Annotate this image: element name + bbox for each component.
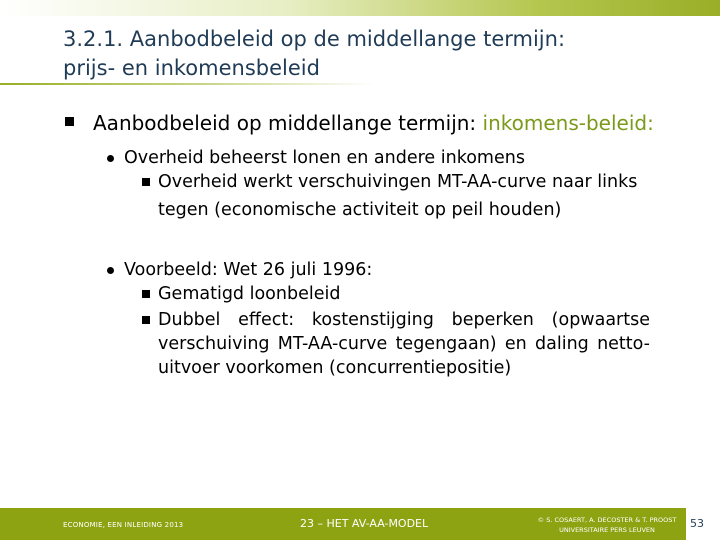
sub-list-item xyxy=(158,282,340,306)
footer-bar xyxy=(0,508,686,540)
slide-title xyxy=(63,25,703,83)
sub-list-item-text: Gematigd loonbeleid xyxy=(158,284,341,304)
page-number: 53 xyxy=(690,517,704,530)
sub-list-item-text: Overheid werkt verschuivingen MT-AA-curve naar links xyxy=(158,172,638,192)
slide-title-line-1: 3.2.1. Aanbodbeleid op de middellange termijn: xyxy=(63,27,566,51)
list-item xyxy=(124,146,525,170)
footer-authors: © S. COSAERT, A. DECOSTER & T. PROOST xyxy=(537,516,677,524)
main-bullet-text: Aanbodbeleid op middellange termijn: xyxy=(93,111,483,135)
square-bullet-icon xyxy=(142,178,150,186)
footer-course-title: ECONOMIE, EEN INLEIDING 2013 xyxy=(63,521,184,529)
slide-title-line-2: prijs- en inkomensbeleid xyxy=(63,56,320,80)
list-item xyxy=(124,258,372,282)
title-underline xyxy=(0,83,375,85)
top-gradient-bar xyxy=(0,0,720,16)
round-bullet-icon xyxy=(107,155,114,162)
sub-list-item-text: tegen (economische activiteit op peil houden) xyxy=(158,200,562,220)
list-item-text: Voorbeeld: Wet 26 juli 1996: xyxy=(124,260,373,280)
round-bullet-icon xyxy=(107,267,114,274)
sub-list-item-continuation xyxy=(158,198,561,222)
footer-copyright xyxy=(537,515,677,535)
square-bullet-icon xyxy=(142,290,150,298)
sub-list-item xyxy=(158,170,637,194)
square-bullet-icon xyxy=(142,316,150,324)
footer-publisher: UNIVERSITAIRE PERS LEUVEN xyxy=(559,526,655,534)
square-bullet-icon xyxy=(65,117,74,126)
sub-list-item xyxy=(158,308,650,380)
list-item-text: Overheid beheerst lonen en andere inkomens xyxy=(124,148,525,168)
main-bullet-accent: inkomens-beleid: xyxy=(482,111,654,135)
main-bullet xyxy=(65,110,654,136)
footer-chapter-title: 23 – HET AV-AA-MODEL xyxy=(300,517,429,530)
sub-list-item-text: Dubbel effect: kostenstijging beperken (opwaartse verschuiving MT-AA-curve tegengaan) en daling netto-uitvoer voorkomen (concurrentiepositie) xyxy=(158,310,650,378)
